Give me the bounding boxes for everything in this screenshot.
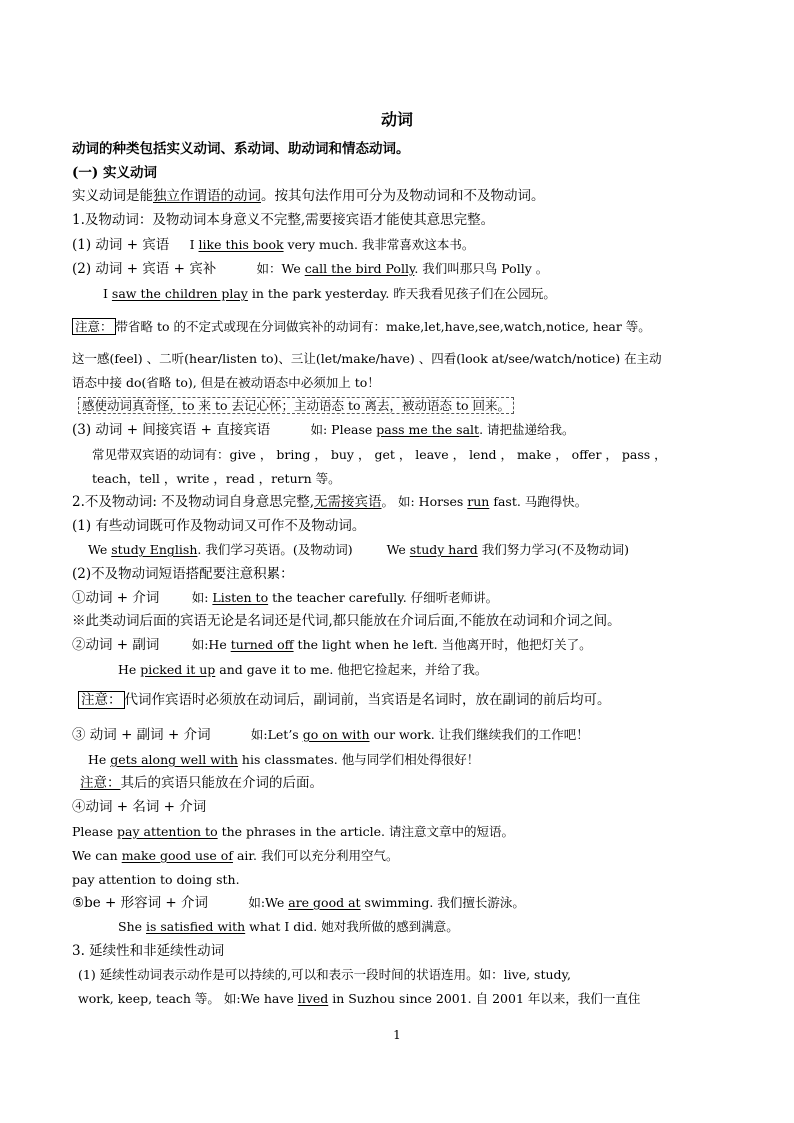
pattern-label: ⑤be + 形容词 + 介词	[72, 895, 209, 911]
section-3-heading: 3. 延续性和非延续性动词	[72, 943, 225, 959]
note-text: 带省略 to 的不定式或现在分词做宾补的动词有：make,let,have,see,watch,notice, hear 等。	[115, 319, 651, 334]
example: I like this book very much. 我非常喜欢这本书。	[189, 237, 475, 252]
collocation-5: ⑤be + 形容词 + 介词 如:We are good at swimming. 我们擅长游泳。	[72, 895, 525, 911]
collocation-4: ④动词 + 名词 + 介词	[72, 799, 207, 815]
note-1	[72, 318, 651, 336]
underlined-text: study hard	[409, 542, 478, 557]
page-title: 动词	[380, 110, 413, 129]
note-label: 注意：	[80, 775, 121, 791]
underlined-text: picked it up	[140, 662, 216, 677]
underlined-text: Listen to	[212, 590, 269, 605]
underlined-text: pay attention to	[117, 824, 218, 839]
note-2-line-b: 语态中接 do(省略 to), 但是在被动语态中必须加上 to！	[72, 375, 380, 390]
pattern-label: (2) 动词 + 宾语 + 宾补	[72, 261, 217, 277]
note-2-line-a: 这一感(feel) 、二听(hear/listen to)、三让(let/make/have) 、四看(look at/see/watch/notice) 在主动	[72, 351, 662, 366]
note-text: 其后的宾语只能放在介词的后面。	[120, 775, 323, 791]
collocation-1-note: ※此类动词后面的宾语无论是名词还是代词,都只能放在介词后面,不能放在动词和介词之间。	[72, 613, 621, 629]
underlined-text: 无需接宾语	[314, 494, 382, 510]
underlined-text: run	[467, 494, 490, 509]
underlined-text: saw the children play	[111, 286, 248, 301]
collocation-2: ②动词 + 副词 如:He turned off the light when he left. 当他离开时，他把灯关了。	[72, 637, 592, 653]
note-text: 代词作宾语时必须放在动词后，副词前，当宾语是名词时，放在副词的前后均可。	[124, 692, 611, 708]
pattern-3	[72, 421, 575, 439]
note-5	[80, 774, 323, 792]
pattern-label: ②动词 + 副词	[72, 637, 160, 653]
section-3-line-2: work, keep, teach 等。 如:We have lived in Suzhou since 2001. 自 2001 年以来，我们一直住	[78, 991, 641, 1006]
note-label: 注意：	[72, 318, 116, 335]
underlined-text: pass me the salt	[376, 422, 480, 437]
underlined-text: are good at	[288, 895, 361, 910]
note-label: 注意：	[78, 691, 125, 709]
intransitive-heading: 2.不及物动词: 不及物动词自身意思完整,无需接宾语。 如: Horses run fast. 马跑得快。	[72, 494, 588, 510]
pattern-2	[72, 260, 548, 278]
note-4	[78, 691, 611, 709]
pattern-label: ③ 动词 + 副词 + 介词	[72, 727, 211, 743]
transitive-heading: 1.及物动词：及物动词本身意义不完整,需要接宾语才能使其意思完整。	[72, 212, 495, 228]
collocation-1: ①动词 + 介词 如: Listen to the teacher carefully. 仔细听老师讲。	[72, 590, 499, 606]
underlined-text: go on with	[302, 727, 370, 742]
underlined-text: is satisfied with	[146, 919, 246, 934]
example: 如: Please pass me the salt. 请把盐递给我。	[310, 422, 575, 437]
double-object-line-1: 常见带双宾语的动词有：give ， bring ， buy ， get ， leave ， lend ， make ， offer ， pass ，	[92, 447, 667, 462]
underlined-text: lived	[297, 991, 329, 1006]
mnemonic-text: 感使动词真奇怪，to 来 to 去记心怀；主动语态 to 离去，被动语态 to 回来。	[78, 397, 514, 414]
text: 实义动词是能	[72, 188, 153, 204]
text: 。按其句法作用可分为及物动词和不及物动词。	[261, 188, 545, 204]
item-1: (1) 有些动词既可作及物动词又可作不及物动词。	[72, 518, 366, 534]
section-3-line-1: (1) 延续性动词表示动作是可以持续的,可以和表示一段时间的状语连用。如：live, study,	[78, 967, 571, 982]
example: 如：We call the bird Polly. 我们叫那只鸟 Polly 。	[256, 261, 549, 276]
underlined-text: gets along well with	[110, 752, 238, 767]
page-number: 1	[393, 1028, 401, 1042]
collocation-5-example: She is satisfied with what I did. 她对我所做的感到满意。	[118, 919, 459, 934]
collocation-2-example: He picked it up and gave it to me. 他把它捡起来，并给了我。	[118, 662, 488, 677]
pattern-label: ①动词 + 介词	[72, 590, 160, 606]
mnemonic-line	[78, 397, 514, 415]
item-1-example: We study English. 我们学习英语。(及物动词) We study hard 我们努力学习(不及物动词)	[88, 542, 630, 557]
collocation-3-example: He gets along well with his classmates. 他与同学们相处得很好！	[88, 752, 480, 767]
collocation-4-example-2: We can make good use of air. 我们可以充分利用空气。	[72, 848, 399, 863]
collocation-4-example-1: Please pay attention to the phrases in the article. 请注意文章中的短语。	[72, 824, 514, 839]
pattern-label: (1) 动词 + 宾语	[72, 237, 170, 253]
underlined-text: make good use of	[121, 848, 233, 863]
underlined-text: study English	[111, 542, 198, 557]
underlined-text: turned off	[230, 637, 294, 652]
collocation-3: ③ 动词 + 副词 + 介词 如:Let’s go on with our work. 让我们继续我们的工作吧！	[72, 727, 589, 743]
pattern-2-example: I saw the children play in the park yesterday. 昨天我看见孩子们在公园玩。	[103, 286, 556, 301]
pattern-label: (3) 动词 + 间接宾语 + 直接宾语	[72, 422, 271, 438]
pattern-1	[72, 236, 474, 254]
collocation-4-example-3: pay attention to doing sth.	[72, 872, 240, 887]
item-2: (2)不及物动词短语搭配要注意积累：	[72, 566, 294, 582]
underlined-text: 独立作谓语的动词	[153, 188, 261, 204]
intro-line: 动词的种类包括实义动词、系动词、助动词和情态动词。	[72, 141, 410, 157]
underlined-text: call the bird Polly	[304, 261, 415, 276]
section-heading: (一) 实义动词	[72, 165, 157, 181]
definition-line	[72, 187, 545, 205]
double-object-line-2: teach，tell ，write ，read ，return 等。	[92, 471, 341, 486]
underlined-text: like this book	[198, 237, 284, 252]
